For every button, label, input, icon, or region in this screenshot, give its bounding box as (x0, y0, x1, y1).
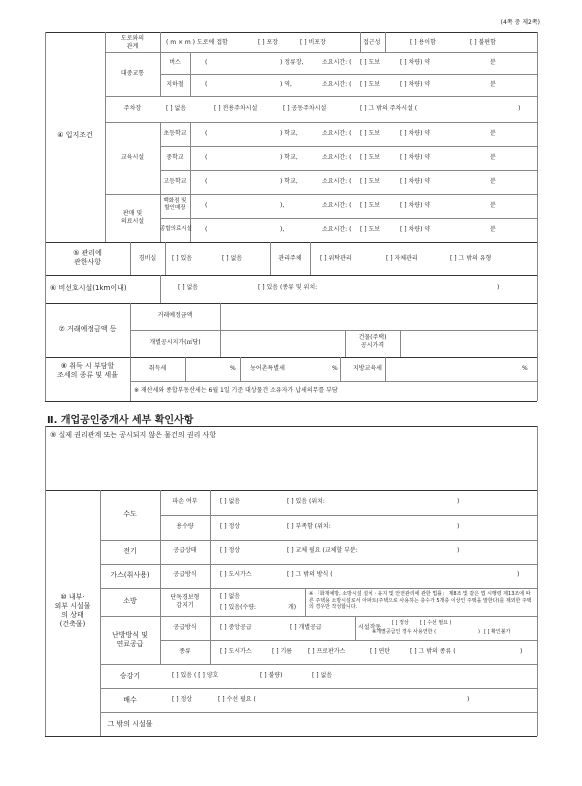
gas-close: ) (517, 571, 520, 578)
gas-city-checkbox[interactable]: [ ] 도시가스 (220, 571, 252, 578)
heat-individual-checkbox[interactable]: [ ] 개별공급 (290, 624, 322, 631)
mid-time: 소요시간: ( (322, 154, 352, 161)
mid-car-checkbox[interactable]: [ ] 차량) 약 (400, 154, 431, 161)
middle-label: 중학교 (166, 154, 184, 161)
education-label: 교육시설 (120, 154, 145, 161)
hosp-open: ( (205, 226, 208, 233)
transit-label: 대중교통 (120, 70, 145, 77)
fuel-close: ) (520, 648, 523, 655)
rights-label: ⑨ 실제 권리관계 또는 공시되지 않은 물건의 권리 사항 (50, 431, 217, 439)
manager-self-checkbox[interactable]: [ ] 자체관리 (386, 255, 418, 262)
heat-central-checkbox[interactable]: [ ] 중앙공급 (220, 624, 252, 631)
heat-method-label: 공급방식 (173, 624, 197, 631)
subway-walk-checkbox[interactable]: [ ] 도보 (360, 81, 381, 88)
parking-other-checkbox[interactable]: [ ] 그 밖의 주차시설 ( (360, 105, 418, 112)
elevator-yes-good-checkbox[interactable]: [ ] 있음 ( [ ] 양호 (172, 672, 219, 679)
subway-min: 분 (490, 81, 496, 88)
gas-label: 가스(취사용) (110, 571, 150, 579)
tax-section-label: ⑧ 취득 시 부담할 조세의 종류 및 세율 (57, 362, 118, 379)
dept-close: ), (280, 202, 285, 209)
elevator-none-checkbox[interactable]: [ ] 없음 (312, 672, 333, 679)
heat-normal-checkbox[interactable]: [ ] 정상 (392, 620, 409, 626)
fire-detector-label: 단독경보형 감지기 (170, 594, 200, 609)
water-damage-none-checkbox[interactable]: [ ] 없음 (220, 498, 241, 505)
fire-unit: 개) (288, 604, 297, 611)
parking-private-checkbox[interactable]: [ ] 전용주차시설 (214, 105, 258, 112)
elem-car-checkbox[interactable]: [ ] 차량) 약 (400, 130, 431, 137)
drain-label: 배수 (123, 696, 137, 704)
hosp-car-checkbox[interactable]: [ ] 차량) 약 (400, 226, 431, 233)
high-label: 고등학교 (163, 178, 187, 185)
high-open: ( (205, 178, 208, 185)
high-min: 분 (490, 178, 496, 185)
guard-label: 경비실 (138, 255, 157, 262)
elem-open: ( (205, 130, 208, 137)
bus-time: 소요시간: ( (322, 59, 352, 66)
drain-repair-checkbox[interactable]: [ ] 수선 필요 ( (218, 696, 256, 703)
nimby-section-label: ⑥ 비선호시설(1km이내) (50, 284, 127, 292)
heating-label: 난방방식 및 연료공급 (111, 631, 149, 648)
acq-tax-label: 취득세 (148, 365, 167, 372)
nimby-none-checkbox[interactable]: [ ] 없음 (178, 284, 199, 291)
hosp-walk-checkbox[interactable]: [ ] 도보 (360, 226, 381, 233)
fuel-label: 종류 (179, 648, 191, 655)
nimby-yes-checkbox[interactable]: [ ] 있음 (종류 및 위치: (258, 284, 318, 291)
bus-stop: ) 정류장, (280, 59, 304, 66)
road-width: ( m × m ) 도로에 접함 (166, 39, 228, 46)
hosp-time: 소요시간: ( (322, 226, 352, 233)
manager-other-checkbox[interactable]: [ ] 그 밖의 유형 (450, 255, 492, 262)
edu-tax-label: 지방교육세 (353, 365, 382, 372)
subway-car-checkbox[interactable]: [ ] 차량) 약 (400, 81, 431, 88)
high-time: 소요시간: ( (322, 178, 352, 185)
dept-min: 분 (490, 202, 496, 209)
elem-walk-checkbox[interactable]: [ ] 도보 (360, 130, 381, 137)
facility-section-label: ⑩ 내부· 외부 시설물 의 상태 (건축물) (54, 593, 91, 628)
official-price-label: 개별공시지가(㎡당) (149, 339, 201, 346)
hosp-close: ), (280, 226, 285, 233)
mgmt-section-label: ⑤ 관리에 관한사항 (73, 249, 102, 266)
guard-no-checkbox[interactable]: [ ] 없음 (222, 255, 243, 262)
fuel-other-checkbox[interactable]: [ ] 그 밖의 종류 ( (410, 648, 456, 655)
high-walk-checkbox[interactable]: [ ] 도보 (360, 178, 381, 185)
water-damage-label: 파손 여부 (172, 498, 198, 505)
location-section-label: ④ 입지조건 (57, 131, 93, 139)
road-label: 도로와의 관계 (120, 35, 145, 50)
elevator-label: 승강기 (119, 672, 141, 680)
elec-close: ) (457, 547, 460, 554)
access-hard-checkbox[interactable]: [ ] 불편함 (470, 39, 496, 46)
elem-min: 분 (490, 130, 496, 137)
page-number: (4쪽 중 제2쪽) (500, 19, 540, 26)
fire-none-checkbox[interactable]: [ ] 없음 (220, 593, 241, 600)
drain-close: ) (467, 696, 470, 703)
fire-note: ※ 「화재예방, 소방시설 설치ㆍ유지 및 안전관리에 관한 법률」 제8조 및 같은 법 시행령 제13조에 따른 주택용 소방시설로서 아파트(주택으로 사용하는 층수가 5개층 이상인 주택을 말한다)를 제외한 주택의 경우만 작성합니다. (309, 591, 532, 610)
high-school: ) 학교, (280, 178, 298, 185)
water-damage-yes-checkbox[interactable]: [ ] 있음 (위치: (287, 498, 325, 505)
bus-walk-checkbox[interactable]: [ ] 도보 (360, 59, 381, 66)
subway-time: 소요시간: ( (322, 81, 352, 88)
bus-label: 버스 (169, 59, 181, 66)
water-damage-close: ) (457, 498, 460, 505)
drain-normal-checkbox[interactable]: [ ] 정상 (172, 696, 193, 703)
gas-method-label: 공급방식 (173, 571, 197, 578)
bus-open: ( (205, 59, 208, 66)
house-price-label: 건물(주택) 공시가격 (358, 334, 387, 349)
price-section-label: ⑦ 거래예정금액 등 (58, 325, 117, 333)
elec-replace-checkbox[interactable]: [ ] 교체 필요 (교체할 부분: (287, 547, 358, 554)
subway-station: ) 역, (280, 81, 292, 88)
elevator-bad-checkbox[interactable]: [ ] 불량) (260, 672, 283, 679)
elem-time: 소요시간: ( (322, 130, 352, 137)
section2-title: Ⅱ. 개업공인중개사 세부 확인사항 (47, 415, 194, 426)
nimby-close: ) (497, 284, 500, 291)
dept-open: ( (205, 202, 208, 209)
electric-label: 전기 (123, 547, 137, 555)
dept-time: 소요시간: ( (322, 202, 352, 209)
hospital-label: 종합의료시설 (160, 226, 192, 232)
water-volume-close: ) (457, 523, 460, 530)
subway-label: 지하철 (166, 81, 184, 88)
water-volume-label: 용수량 (176, 523, 194, 530)
mid-min: 분 (490, 154, 496, 161)
gas-other-checkbox[interactable]: [ ] 그 밖의 방식 ( (287, 571, 333, 578)
fuel-oil-checkbox[interactable]: [ ] 기름 (272, 648, 293, 655)
heat-note: ※개별공급인 경우 사용연한 ( (372, 629, 437, 635)
access-label: 접근성 (363, 39, 381, 46)
mid-open: ( (205, 154, 208, 161)
elec-supply-label: 공급상태 (173, 547, 197, 554)
shop-label: 판매 및 의료시설 (120, 210, 145, 225)
mid-walk-checkbox[interactable]: [ ] 도보 (360, 154, 381, 161)
water-volume-low-checkbox[interactable]: [ ] 부족함 (위치: (287, 523, 331, 530)
tax-note: ※ 재산세와 종합부동산세는 6월 1일 기준 대상물건 소유자가 납세의무를 부담 (134, 387, 338, 394)
dept-car-checkbox[interactable]: [ ] 차량) 약 (400, 202, 431, 209)
mid-school: ) 학교, (280, 154, 298, 161)
road-unpaved-checkbox[interactable]: [ ] 비포장 (300, 39, 326, 46)
elem-school: ) 학교, (280, 130, 298, 137)
road-paved-checkbox[interactable]: [ ] 포장 (258, 39, 279, 46)
access-easy-checkbox[interactable]: [ ] 용이함 (410, 39, 436, 46)
elec-normal-checkbox[interactable]: [ ] 정상 (220, 547, 241, 554)
high-car-checkbox[interactable]: [ ] 차량) 약 (400, 178, 431, 185)
parking-shared-checkbox[interactable]: [ ] 공동주차시설 (283, 105, 327, 112)
manager-outsourced-checkbox[interactable]: [ ] 위탁관리 (320, 255, 352, 262)
rural-pct: % (332, 365, 338, 372)
subway-open: ( (205, 81, 208, 88)
manager-label: 관리주체 (278, 255, 302, 262)
heat-repair-checkbox[interactable]: [ ] 수선 필요 ( (420, 620, 452, 626)
parking-none-checkbox[interactable]: [ ] 없음 (166, 105, 187, 112)
fuel-briquette-checkbox[interactable]: [ ] 연탄 (370, 648, 391, 655)
rural-tax-label: 농어촌특별세 (250, 365, 285, 372)
heat-unknown-checkbox[interactable]: [ ] 확인불가 (484, 629, 511, 635)
bus-car-checkbox[interactable]: [ ] 차량) 약 (400, 59, 431, 66)
fuel-propane-checkbox[interactable]: [ ] 프로판가스 (308, 648, 346, 655)
acq-pct: % (230, 365, 236, 372)
heat-state-label: 시설작동 (358, 624, 382, 631)
fuel-city-gas-checkbox[interactable]: [ ] 도시가스 (220, 648, 252, 655)
water-volume-normal-checkbox[interactable]: [ ] 정상 (220, 523, 241, 530)
guard-yes-checkbox[interactable]: [ ] 있음 (172, 255, 193, 262)
dept-store-label: 백화점 및 할인매장 (163, 198, 187, 211)
bus-min: 분 (490, 59, 496, 66)
dept-walk-checkbox[interactable]: [ ] 도보 (360, 202, 381, 209)
parking-close: ) (518, 105, 521, 112)
fire-label: 소방 (123, 597, 137, 605)
heat-note-close: ) (478, 629, 480, 635)
fire-yes-checkbox[interactable]: [ ] 있음(수량: (220, 604, 257, 611)
hosp-min: 분 (490, 226, 496, 233)
elementary-label: 초등학교 (163, 130, 187, 137)
edu-pct: % (522, 365, 528, 372)
water-label: 수도 (123, 510, 137, 518)
parking-label: 주차장 (123, 105, 142, 112)
deal-price-label: 거래예정금액 (157, 312, 193, 319)
other-facility-label: 그 밖의 시설물 (107, 720, 153, 728)
